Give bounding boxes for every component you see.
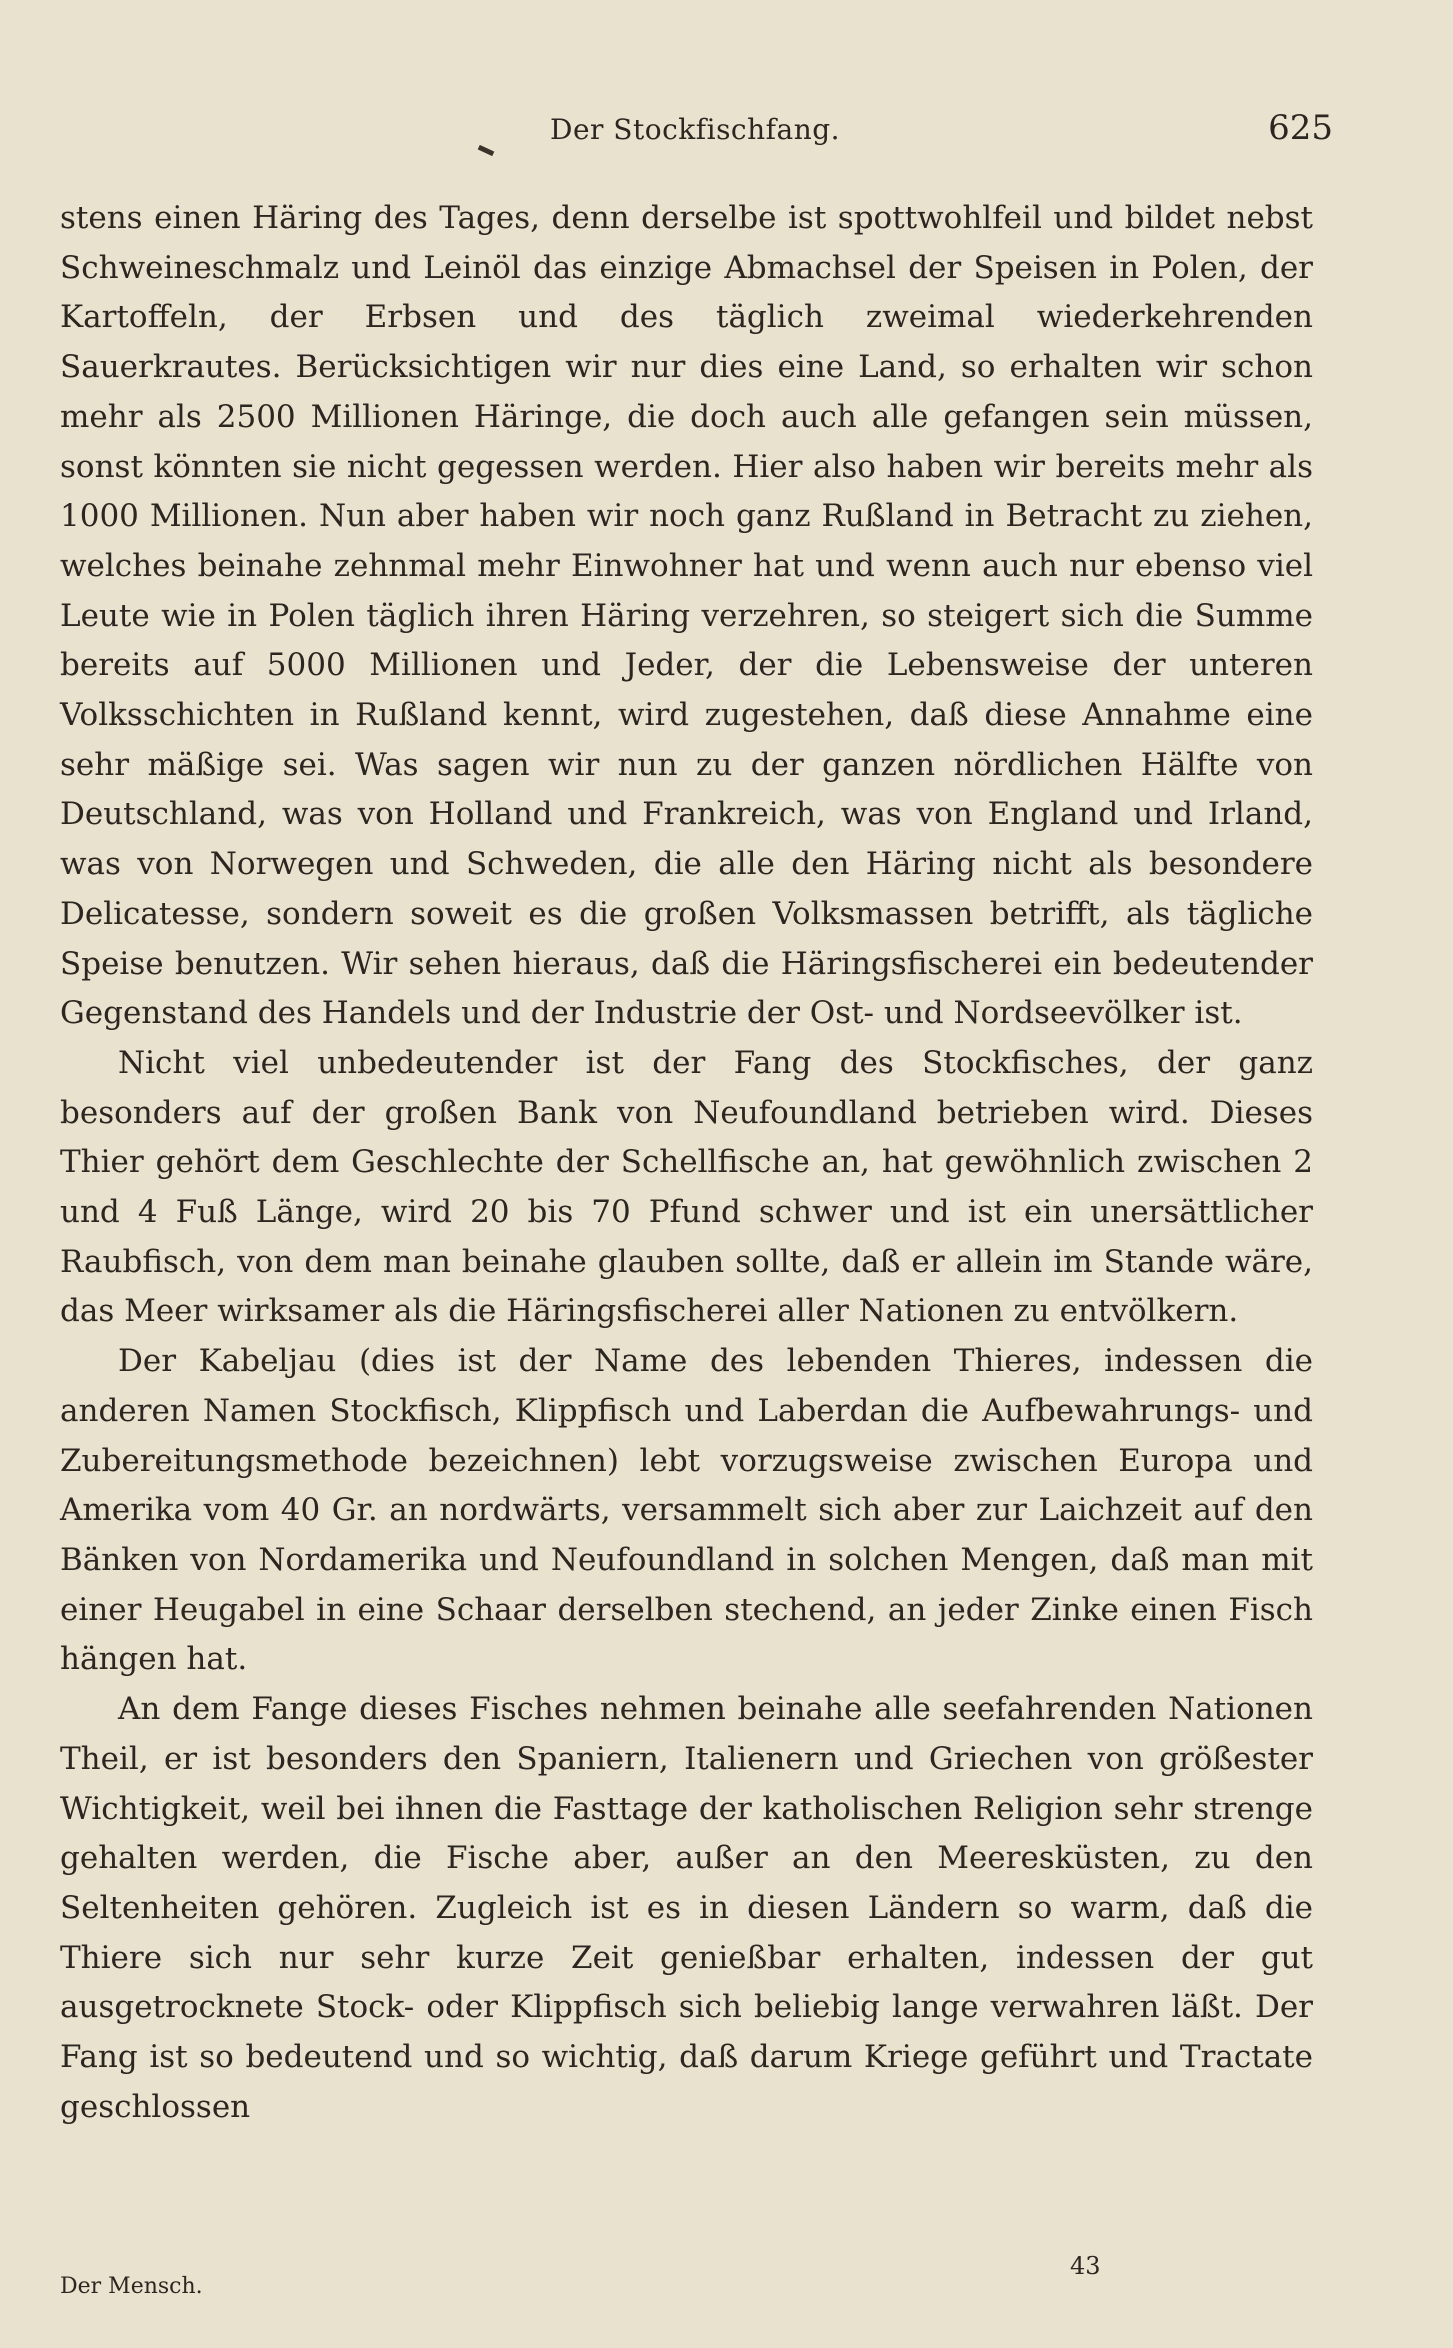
paragraph-3: Der Kabeljau (dies ist der Name des lebenden Thieres, indessen die anderen Namen Stockfisch, Klippfisch und Laberdan die Aufbewahrungs- und Zubereitungsmethode bezeichnen) lebt vorzugsweise zwischen Europa und Amerika vom 40 Gr. an nordwärts, versammelt sich aber zur Laichzeit auf den Bänken von Nordamerika und Neufoundland in solchen Mengen, daß man mit einer Heugabel in eine Schaar derselben stechend, an jeder Zinke einen Fisch hängen hat. xyxy=(60,1343,1313,1678)
paragraph-2: Nicht viel unbedeutender ist der Fang des Stockfisches, der ganz besonders auf der großen Bank von Neufoundland betrieben wird. Dieses Thier gehört dem Geschlechte der Schellfische an, hat gewöhnlich zwischen 2 und 4 Fuß Länge, wird 20 bis 70 Pfund schwer und ist ein unersättlicher Raubfisch, von dem man beinahe glauben sollte, daß er allein im Stande wäre, das Meer wirksamer als die Häringsfischerei aller Nationen zu entvölkern. xyxy=(60,1044,1313,1330)
signature-mark: Der Mensch. xyxy=(60,2274,203,2299)
body-text xyxy=(60,194,1313,2132)
paragraph-4: An dem Fange dieses Fisches nehmen beinahe alle seefahrenden Nationen Theil, er ist besonders den Spaniern, Italienern und Griechen von größester Wichtigkeit, weil bei ihnen die Fasttage der katholischen Religion sehr strenge gehalten werden, die Fische aber, außer an den Meeresküsten, zu den Seltenheiten gehören. Zugleich ist es in diesen Ländern so warm, daß die Thiere sich nur sehr kurze Zeit genießbar erhalten, indessen der gut ausgetrocknete Stock- oder Klippfisch sich beliebig lange verwahren läßt. Der Fang ist so bedeutend und so wichtig, daß darum Kriege geführt und Tractate geschlossen xyxy=(60,1691,1313,2125)
page-footer xyxy=(60,2252,1313,2312)
page-number: 625 xyxy=(1268,108,1333,148)
running-title: Der Stockfischfang. xyxy=(550,113,841,146)
sheet-number: 43 xyxy=(1070,2252,1101,2280)
ink-mark xyxy=(478,145,495,156)
paragraph-1: stens einen Häring des Tages, denn derselbe ist spottwohlfeil und bildet nebst Schweineschmalz und Leinöl das einzige Abmachsel der Speisen in Polen, der Kartoffeln, der Erbsen und des täglich zweimal wiederkehrenden Sauerkrautes. Berücksichtigen wir nur dies eine Land, so erhalten wir schon mehr als 2500 Millionen Häringe, die doch auch alle gefangen sein müssen, sonst könnten sie nicht gegessen werden. Hier also haben wir bereits mehr als 1000 Millionen. Nun aber haben wir noch ganz Rußland in Betracht zu ziehen, welches beinahe zehnmal mehr Einwohner hat und wenn auch nur ebenso viel Leute wie in Polen täglich ihren Häring verzehren, so steigert sich die Summe bereits auf 5000 Millionen und Jeder, der die Lebensweise der unteren Volksschichten in Rußland kennt, wird zugestehen, daß diese Annahme eine sehr mäßige sei. Was sagen wir nun zu der ganzen nördlichen Hälfte von Deutschland, was von Holland und Frankreich, was von England und Irland, was von Norwegen und Schweden, die alle den Häring nicht als besondere Delicatesse, sondern soweit es die großen Volksmassen betrifft, als tägliche Speise benutzen. Wir sehen hieraus, daß die Häringsfischerei ein bedeutender Gegenstand des Handels und der Industrie der Ost- und Nordseevölker ist. xyxy=(60,200,1313,1032)
running-head xyxy=(60,0,1333,160)
